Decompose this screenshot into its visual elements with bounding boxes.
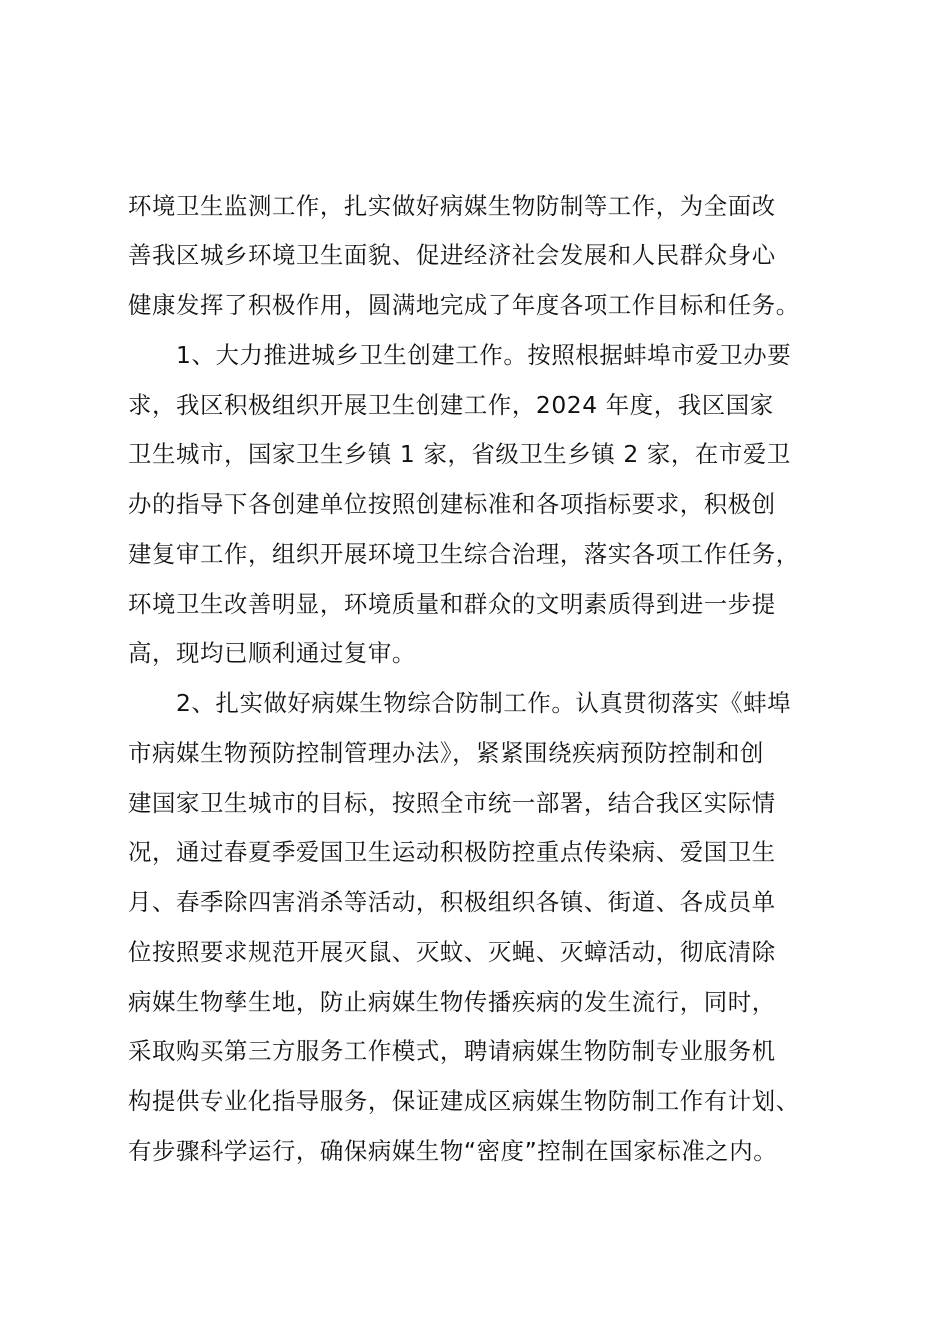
text-line: 采取购买第三方服务工作模式，聘请病媒生物防制专业服务机 xyxy=(128,1037,776,1065)
text-line: 病媒生物孳生地，防止病媒生物传播疾病的发生流行，同时， xyxy=(128,988,776,1016)
text-line: 环境卫生改善明显，环境质量和群众的文明素质得到进一步提 xyxy=(128,590,776,618)
text-line: 健康发挥了积极作用，圆满地完成了年度各项工作目标和任务。 xyxy=(128,291,800,319)
text-line: 卫生城市，国家卫生乡镇 1 家，省级卫生乡镇 2 家，在市爱卫 xyxy=(128,440,791,468)
text-line: 构提供专业化指导服务，保证建成区病媒生物防制工作有计划、 xyxy=(128,1087,800,1115)
text-line: 市病媒生物预防控制管理办法》，紧紧围绕疾病预防控制和创 xyxy=(128,739,765,767)
text-line: 求，我区积极组织开展卫生创建工作，2024 年度，我区国家 xyxy=(128,391,774,419)
text-line: 况，通过春夏季爱国卫生运动积极防控重点传染病、爱国卫生 xyxy=(128,838,776,866)
text-line: 月、春季除四害消杀等活动，积极组织各镇、街道、各成员单 xyxy=(128,888,776,916)
text-line: 建国家卫生城市的目标，按照全市统一部署，结合我区实际情 xyxy=(128,789,776,817)
text-line: 有步骤科学运行，确保病媒生物“密度”控制在国家标准之内。 xyxy=(128,1137,778,1165)
text-line: 善我区城乡环境卫生面貌、促进经济社会发展和人民群众身心 xyxy=(128,241,776,269)
text-line: 建复审工作，组织开展环境卫生综合治理，落实各项工作任务， xyxy=(128,540,800,568)
paragraph-heading-line: 2、扎实做好病媒生物综合防制工作。认真贯彻落实《蚌埠 xyxy=(176,689,792,717)
text-line: 高，现均已顺利通过复审。 xyxy=(128,639,416,667)
text-line: 位按照要求规范开展灭鼠、灭蚊、灭蝇、灭蟑活动，彻底清除 xyxy=(128,938,776,966)
text-line: 环境卫生监测工作，扎实做好病媒生物防制等工作，为全面改 xyxy=(128,192,776,220)
text-line: 办的指导下各创建单位按照创建标准和各项指标要求，积极创 xyxy=(128,490,776,518)
paragraph-heading-line: 1、大力推进城乡卫生创建工作。按照根据蚌埠市爱卫办要 xyxy=(176,341,792,369)
